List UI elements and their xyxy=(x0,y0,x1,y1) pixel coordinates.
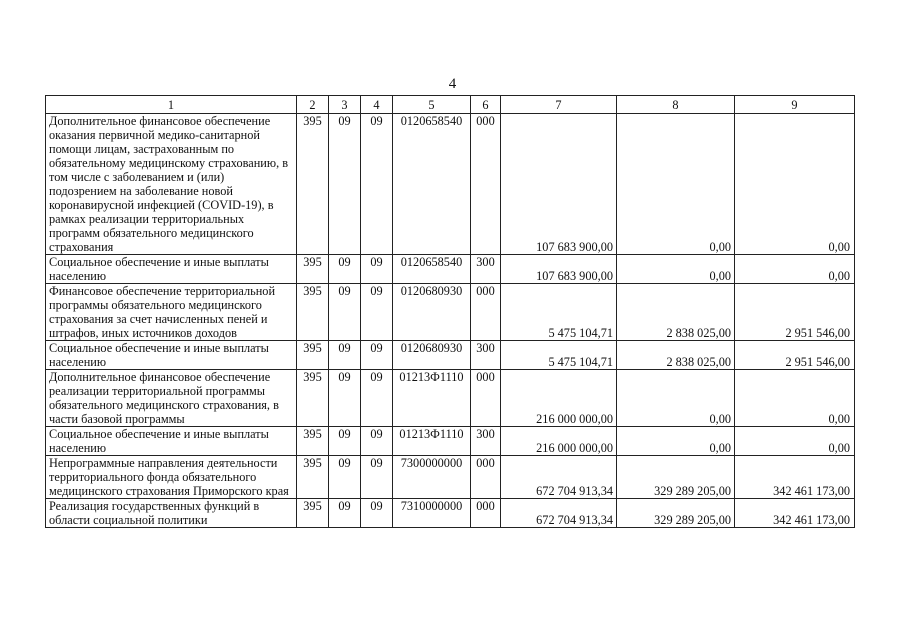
amount-col8: 2 838 025,00 xyxy=(617,341,735,370)
item-name: Дополнительное финансовое обеспечение реализации территориальной программы обязательного медицинского страхования, в части базовой программы xyxy=(46,370,297,427)
ministry-code: 395 xyxy=(297,341,329,370)
amount-col9: 342 461 173,00 xyxy=(735,499,855,528)
ministry-code: 395 xyxy=(297,499,329,528)
expense-type-code: 000 xyxy=(471,284,501,341)
ministry-code: 395 xyxy=(297,255,329,284)
target-article-code: 01213Ф1110 xyxy=(393,370,471,427)
expense-type-code: 000 xyxy=(471,456,501,499)
expense-type-code: 300 xyxy=(471,341,501,370)
item-name: Реализация государственных функций в области социальной политики xyxy=(46,499,297,528)
target-article-code: 0120680930 xyxy=(393,284,471,341)
section-code: 09 xyxy=(329,427,361,456)
subsection-code: 09 xyxy=(361,341,393,370)
section-code: 09 xyxy=(329,114,361,255)
target-article-code: 0120658540 xyxy=(393,114,471,255)
amount-col9: 0,00 xyxy=(735,255,855,284)
subsection-code: 09 xyxy=(361,456,393,499)
table-row xyxy=(46,114,855,255)
column-header: 6 xyxy=(471,96,501,114)
column-header: 5 xyxy=(393,96,471,114)
item-name: Социальное обеспечение и иные выплаты населению xyxy=(46,255,297,284)
ministry-code: 395 xyxy=(297,114,329,255)
page-number: 4 xyxy=(448,76,457,92)
amount-col9: 342 461 173,00 xyxy=(735,456,855,499)
ministry-code: 395 xyxy=(297,456,329,499)
ministry-code: 395 xyxy=(297,284,329,341)
subsection-code: 09 xyxy=(361,284,393,341)
amount-col7: 107 683 900,00 xyxy=(501,255,617,284)
amount-col7: 5 475 104,71 xyxy=(501,284,617,341)
column-header: 4 xyxy=(361,96,393,114)
target-article-code: 7300000000 xyxy=(393,456,471,499)
header-row xyxy=(46,96,855,114)
table-row xyxy=(46,427,855,456)
section-code: 09 xyxy=(329,499,361,528)
amount-col8: 0,00 xyxy=(617,114,735,255)
table-row xyxy=(46,456,855,499)
column-header: 8 xyxy=(617,96,735,114)
column-header: 3 xyxy=(329,96,361,114)
target-article-code: 0120680930 xyxy=(393,341,471,370)
amount-col8: 329 289 205,00 xyxy=(617,456,735,499)
item-name: Дополнительное финансовое обеспечение оказания первичной медико-санитарной помощи лицам, застрахованным по обязательному медицинскому страхованию, в том числе с заболеванием и (или) подозрением на заболевание новой коронавирусной инфекцией (COVID-19), в рамках реализации территориальных программ обязательного медицинского страхования xyxy=(46,114,297,255)
target-article-code: 7310000000 xyxy=(393,499,471,528)
section-code: 09 xyxy=(329,456,361,499)
expense-type-code: 000 xyxy=(471,499,501,528)
expense-type-code: 300 xyxy=(471,255,501,284)
table-row xyxy=(46,370,855,427)
expense-type-code: 000 xyxy=(471,370,501,427)
amount-col7: 672 704 913,34 xyxy=(501,456,617,499)
table-row xyxy=(46,341,855,370)
amount-col7: 216 000 000,00 xyxy=(501,370,617,427)
budget-table xyxy=(45,95,855,528)
amount-col9: 0,00 xyxy=(735,370,855,427)
subsection-code: 09 xyxy=(361,427,393,456)
subsection-code: 09 xyxy=(361,114,393,255)
section-code: 09 xyxy=(329,284,361,341)
item-name: Финансовое обеспечение территориальной программы обязательного медицинского страхования за счет начисленных пеней и штрафов, иных источников доходов xyxy=(46,284,297,341)
ministry-code: 395 xyxy=(297,370,329,427)
item-name: Непрограммные направления деятельности территориального фонда обязательного медицинского страхования Приморского края xyxy=(46,456,297,499)
section-code: 09 xyxy=(329,341,361,370)
section-code: 09 xyxy=(329,255,361,284)
amount-col9: 0,00 xyxy=(735,114,855,255)
item-name: Социальное обеспечение и иные выплаты населению xyxy=(46,427,297,456)
column-header: 9 xyxy=(735,96,855,114)
section-code: 09 xyxy=(329,370,361,427)
amount-col8: 0,00 xyxy=(617,427,735,456)
amount-col8: 2 838 025,00 xyxy=(617,284,735,341)
column-header: 7 xyxy=(501,96,617,114)
table-row xyxy=(46,255,855,284)
amount-col9: 2 951 546,00 xyxy=(735,284,855,341)
target-article-code: 01213Ф1110 xyxy=(393,427,471,456)
table-row xyxy=(46,499,855,528)
amount-col7: 672 704 913,34 xyxy=(501,499,617,528)
amount-col7: 5 475 104,71 xyxy=(501,341,617,370)
amount-col8: 329 289 205,00 xyxy=(617,499,735,528)
amount-col8: 0,00 xyxy=(617,370,735,427)
expense-type-code: 300 xyxy=(471,427,501,456)
expense-type-code: 000 xyxy=(471,114,501,255)
subsection-code: 09 xyxy=(361,255,393,284)
table-row xyxy=(46,284,855,341)
column-header: 1 xyxy=(46,96,297,114)
amount-col7: 107 683 900,00 xyxy=(501,114,617,255)
column-header: 2 xyxy=(297,96,329,114)
target-article-code: 0120658540 xyxy=(393,255,471,284)
subsection-code: 09 xyxy=(361,499,393,528)
amount-col8: 0,00 xyxy=(617,255,735,284)
amount-col7: 216 000 000,00 xyxy=(501,427,617,456)
item-name: Социальное обеспечение и иные выплаты населению xyxy=(46,341,297,370)
subsection-code: 09 xyxy=(361,370,393,427)
amount-col9: 0,00 xyxy=(735,427,855,456)
amount-col9: 2 951 546,00 xyxy=(735,341,855,370)
ministry-code: 395 xyxy=(297,427,329,456)
